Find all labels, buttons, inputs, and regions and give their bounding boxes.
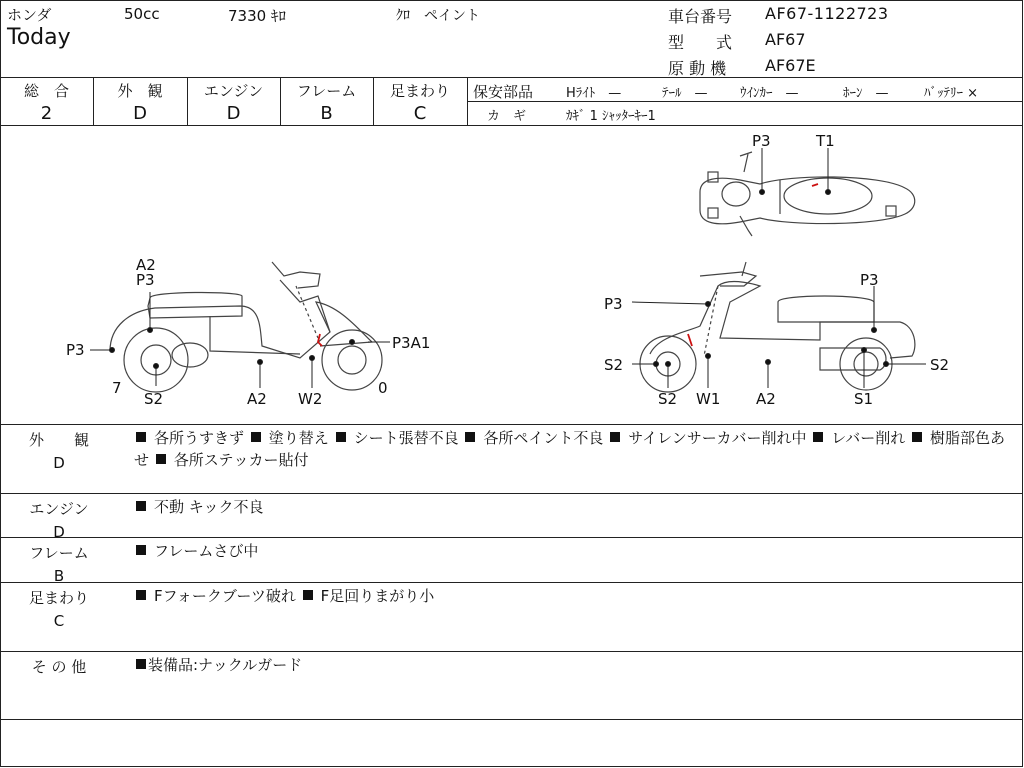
divider: [0, 493, 1023, 494]
diag-label: 0: [378, 379, 388, 397]
divider: [0, 77, 1023, 78]
section-engine-notes: 不動 キック不良: [134, 496, 1014, 518]
diag-label: P3: [604, 295, 623, 313]
diag-label: S2: [658, 390, 678, 408]
diag-label: W2: [298, 390, 323, 408]
diag-label: 7: [112, 379, 122, 397]
diag-label: A2: [756, 390, 776, 408]
type-label: 型 式: [668, 33, 733, 52]
scooter-damage-diagram: [0, 126, 1023, 424]
section-other-notes: 装備品:ナックルガード: [134, 654, 1014, 676]
displacement: 50cc: [124, 5, 160, 23]
diag-label: P3: [136, 271, 155, 289]
diag-label: A2: [247, 390, 267, 408]
diag-label: P3: [66, 341, 85, 359]
color: ｸﾛ ペイント: [396, 8, 480, 24]
grade-frame: フレーム B: [296, 82, 357, 124]
section-exterior-title: 外 観 D: [28, 431, 89, 472]
divider: [0, 651, 1023, 652]
divider: [0, 424, 1023, 425]
engine-value: AF67E: [765, 56, 816, 75]
safety-label: 保安部品: [473, 83, 534, 101]
diag-label: S2: [604, 356, 624, 374]
diag-label: P3: [860, 271, 879, 289]
safety-item-winker: ｳｲﾝｶｰ —: [740, 86, 799, 101]
divider: [467, 101, 1023, 102]
section-engine-title: エンジン D: [29, 500, 89, 541]
diag-label: S2: [930, 356, 950, 374]
mileage: 7330 ｷﾛ: [228, 7, 286, 25]
grade-suspension: 足まわり C: [389, 82, 450, 124]
section-suspension-notes: Fフォークブーツ破れ F足回りまがり小: [134, 585, 1014, 607]
section-frame-title: フレーム B: [29, 544, 89, 585]
scooter-top-view: [700, 152, 915, 236]
key-label: カ ギ: [487, 109, 527, 124]
section-other-title: そ の 他: [31, 658, 87, 676]
safety-item-tail: ﾃｰﾙ —: [662, 86, 708, 101]
grade-engine: エンジン D: [203, 82, 264, 124]
model-name: Today: [7, 25, 71, 50]
damage-marks: [318, 184, 818, 346]
safety-item-headlight: Hﾗｲﾄ —: [566, 86, 622, 101]
divider: [0, 537, 1023, 538]
maker: ホンダ: [7, 6, 52, 24]
divider: [0, 719, 1023, 720]
diag-label: T1: [816, 132, 835, 150]
section-frame-notes: フレームさび中: [134, 540, 1014, 562]
engine-label: 原 動 機: [668, 59, 727, 78]
frame-no-label: 車台番号: [668, 7, 733, 26]
grade-overall: 総 合 2: [23, 82, 69, 124]
divider: [0, 582, 1023, 583]
section-exterior-notes: 各所うすきず 塗り替え シート張替不良 各所ペイント不良 サイレンサーカバー削れ中 レバー削れ 樹脂部色あせ 各所ステッカー貼付: [134, 429, 1005, 469]
key-value: ｶｷﾞ 1 ｼｬｯﾀｰｷｰ1: [566, 109, 656, 124]
safety-item-horn: ﾎｰﾝ —: [843, 86, 889, 101]
diag-label: A2: [136, 256, 156, 274]
grade-exterior: 外 観 D: [117, 82, 163, 124]
section-suspension-title: 足まわり C: [28, 589, 89, 630]
diag-label: S1: [854, 390, 874, 408]
divider: [467, 77, 468, 125]
safety-item-battery: ﾊﾞｯﾃﾘｰ ×: [924, 86, 979, 101]
diag-label: S2: [144, 390, 164, 408]
frame-no: AF67-1122723: [765, 4, 889, 23]
damage-mark: [812, 184, 818, 186]
diag-label: P3A1: [392, 334, 431, 352]
diag-label: P3: [752, 132, 771, 150]
diag-label: W1: [696, 390, 721, 408]
type-value: AF67: [765, 30, 806, 49]
